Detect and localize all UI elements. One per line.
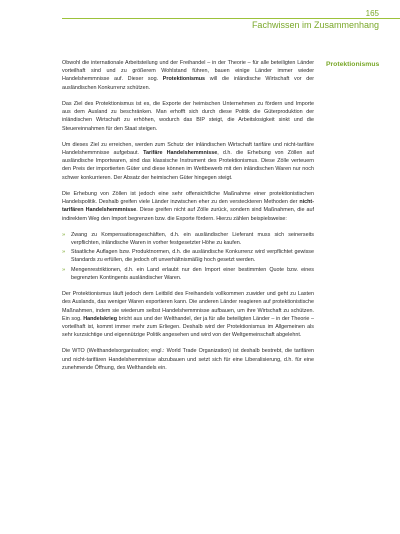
list-item-text: Staatliche Auflagen bzw. Produktnormen, d.h. die ausländische Konkurrenz wird verpflichtet gewisse Standards zu erfüllen, die jedoch oft unverhältnismäßig hoch gesetzt werden. [71, 249, 314, 264]
paragraph-2: Das Ziel des Protektionismus ist es, die Exporte der heimischen Unternehmen zu fördern und Importe aus dem Ausland zu beschränken. Man erhofft sich durch diese Politik die Güterproduktion der inländischen Wirtschaft zu erhöhen, wodurch das BIP steigt, die Arbeitslosigkeit sinkt und die Steuereinnahmen für den Staat steigen. [62, 100, 314, 132]
page-number: 165 [365, 9, 379, 18]
text-span: Die Erhebung von Zöllen ist jedoch eine sehr offensichtliche Maßnahme einer protektionistischen Handelspolitik. Deshalb greifen viele Länder inzwischen eher zu den versteckteren Methoden der [62, 190, 314, 206]
paragraph-6: Die WTO (Welthandelsorganisation; engl.: World Trade Organization) ist deshalb bestrebt, die tarifären und nicht-tarifären Handelshemmnisse abzubauen und setzt sich für eine Liberalisierung, d.h. für eine zunehmende Öffnung, des Welthandels ein. [62, 348, 314, 371]
text-span: bricht aus und der Welthandel, der ja für alle beteiligten Länder – in der Theorie – vorteilhaft ist, kommt immer mehr zum Erliegen. Deshalb wird der Protektionismus im Allgemeinen als sehr kurzsichtige und eigennützige Politik angesehen und wird von der Weltgemeinschaft abgelehnt. [62, 315, 314, 339]
list-item [62, 231, 314, 247]
paragraph-3 [62, 141, 314, 182]
keyword-handelskrieg: Handelskrieg [83, 315, 118, 322]
list-item-text: Mengenrestriktionen, d.h. ein Land erlaubt nur den Import einer bestimmten Quote bzw. eines begrenzten Kontingents ausländischer Waren. [71, 266, 314, 281]
paragraph-4 [62, 190, 314, 223]
keyword-nicht-tarifaere-handelshemmnisse: nicht-tarifären Handelshemmnisse [62, 199, 314, 214]
text-span: . Diese greifen nicht auf Zölle zurück, sondern sind Maßnahmen, die auf indirektem Weg den Import begrenzen bzw. die Exporte fördern. Hierzu zählen beispielsweise: [62, 207, 314, 222]
list-item [62, 248, 314, 264]
bullet-icon: » [62, 266, 66, 273]
keyword-protektionismus: Protektionismus [162, 76, 206, 83]
list-item-text: Zwang zu Kompensationsgeschäften, d.h. ein ausländischer Lieferant muss sich seinerseits verpflichten, inländische Waren in vorher festgesetzter Höhe zu kaufen. [71, 231, 314, 247]
bullet-icon: » [62, 231, 66, 238]
margin-keyword: Protektionismus [326, 61, 380, 68]
list-item [62, 266, 314, 282]
main-text [62, 59, 314, 380]
text-span: will die inländische Wirtschaft vor der ausländischen Konkurrenz schützen. [62, 76, 314, 91]
paragraph-5 [62, 290, 314, 339]
keyword-tarifaere-handelshemmnisse: Tarifäre Handelshemmnisse [143, 150, 218, 157]
text-span: , d.h. die Erhebung von Zöllen auf ausländische Importwaren, sind das klassische Instrument des Protektionismus. Diese Zölle verteuern den Preis der importierten Güter und diese können im Wettbewerb mit den inländischen Waren nur noch schwer konkurrieren. Der Absatz der heimischen Güter hingegen steigt. [62, 150, 314, 181]
measures-list [62, 231, 314, 282]
text-span: Der Protektionismus läuft jedoch dem Leitbild des Freihandels vollkommen zuwider und geht zu Lasten des Auslands, das weniger Waren exportieren kann. Die anderen Länder reagieren auf protektionistische Maßnahmen, indem sie wiederum selbst Handelshemmnisse aufbauen, um ihre Wirtschaft zu schützen. Ein sog. [62, 291, 314, 322]
paragraph-1 [62, 59, 314, 92]
bullet-icon: » [62, 249, 66, 256]
text-span: Um dieses Ziel zu erreichen, werden zum Schutz der inländischen Wirtschaft tarifäre und nicht-tarifäre Handelshemmnisse aufgebaut. [62, 141, 314, 157]
text-span: Obwohl die internationale Arbeitsteilung und der Freihandel – in der Theorie – für alle beteiligten Länder vorteilhaft sind und zu größerem Wohlstand führen, bauen einige Länder immer wieder Handelshemmnisse auf. Dieser sog. [62, 60, 314, 83]
header-rule [62, 18, 400, 19]
running-header-title: Fachwissen im Zusammenhang [251, 20, 379, 30]
